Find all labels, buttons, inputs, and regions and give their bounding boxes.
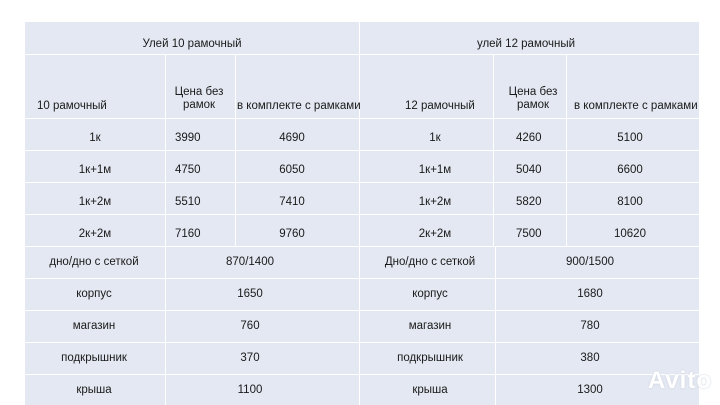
right_table-row-price: 5820 — [516, 196, 542, 208]
left_table-part-name: магазин — [72, 320, 116, 332]
column-divider — [495, 246, 496, 405]
right_table-part-price: 1300 — [577, 384, 603, 396]
right_table-row-full: 6600 — [617, 164, 643, 176]
right_table-row-full: 10620 — [614, 228, 646, 240]
left_table-part-name: крыша — [76, 384, 112, 396]
left_table-row-price: 4750 — [175, 164, 201, 176]
left_table-part-price: 1650 — [237, 288, 263, 300]
right_table-title: улей 12 рамочный — [476, 38, 576, 50]
left_table-col-header-3: в комплекте с рамками — [237, 100, 361, 112]
table-divider — [359, 22, 360, 405]
left_table-row-full: 9760 — [279, 228, 305, 240]
left_table-part-price: 760 — [240, 320, 260, 332]
left_table-row-name: 1к+1м — [78, 164, 112, 176]
left_table-part-name: дно/дно с сеткой — [49, 256, 139, 268]
right_table-part-name: магазин — [408, 320, 452, 332]
left_table-row-price: 3990 — [175, 132, 201, 144]
right_table-row-full: 5100 — [617, 132, 643, 144]
avito-watermark: Avito — [647, 367, 712, 394]
row-divider — [25, 310, 699, 311]
row-divider — [25, 342, 699, 343]
row-divider — [25, 278, 699, 279]
left_table-row-price: 5510 — [175, 196, 201, 208]
left_table-row-full: 4690 — [279, 132, 305, 144]
left_table-row-name: 1к — [89, 132, 101, 144]
row-divider — [25, 246, 699, 247]
left_table-row-name: 2к+2м — [78, 228, 112, 240]
right_table-row-name: 2к+2м — [418, 228, 452, 240]
column-divider — [566, 54, 567, 246]
right_table-part-name: крыша — [412, 384, 448, 396]
right_table-part-price: 900/1500 — [566, 256, 614, 268]
left_table-row-full: 6050 — [279, 164, 305, 176]
right_table-part-price: 1680 — [577, 288, 603, 300]
left_table-row-price: 7160 — [175, 228, 201, 240]
right_table-row-name: 1к — [429, 132, 441, 144]
right_table-row-price: 5040 — [516, 164, 542, 176]
right_table-row-price: 7500 — [516, 228, 542, 240]
right_table-col-header-3: в комплекте с рамками — [574, 100, 698, 112]
left_table-col-header-1: 10 рамочный — [37, 100, 107, 112]
column-divider — [165, 54, 166, 246]
right_table-row-name: 1к+1м — [418, 164, 452, 176]
right_table-part-price: 780 — [580, 320, 600, 332]
left_table-part-price: 370 — [240, 352, 260, 364]
column-divider — [493, 54, 494, 246]
right_table-part-price: 380 — [580, 352, 600, 364]
right_table-part-name: Дно/дно с сеткой — [384, 256, 476, 268]
left_table-part-name: подкрышник — [61, 352, 127, 364]
left_table-row-name: 1к+2м — [78, 196, 112, 208]
right_table-part-name: подкрышник — [397, 352, 463, 364]
left_table-title: Улей 10 рамочный — [142, 38, 242, 50]
right_table-row-full: 8100 — [617, 196, 643, 208]
row-divider — [25, 118, 699, 119]
right_table-row-name: 1к+2м — [418, 196, 452, 208]
left_table-part-name: корпус — [76, 288, 112, 300]
right_table-part-name: корпус — [412, 288, 448, 300]
left_table-part-price: 870/1400 — [226, 256, 274, 268]
column-divider — [235, 54, 236, 246]
right_table-col-header-2: Цена без рамок — [508, 86, 558, 111]
row-divider — [25, 150, 699, 151]
right_table-row-price: 4260 — [516, 132, 542, 144]
left_table-row-full: 7410 — [279, 196, 305, 208]
row-divider — [25, 374, 699, 375]
price-table — [25, 22, 699, 405]
column-divider — [165, 246, 166, 405]
right_table-col-header-1: 12 рамочный — [405, 100, 475, 112]
left_table-col-header-2: Цена без рамок — [174, 86, 224, 111]
left_table-part-price: 1100 — [237, 384, 263, 396]
row-divider — [25, 54, 699, 55]
row-divider — [25, 182, 699, 183]
row-divider — [25, 214, 699, 215]
